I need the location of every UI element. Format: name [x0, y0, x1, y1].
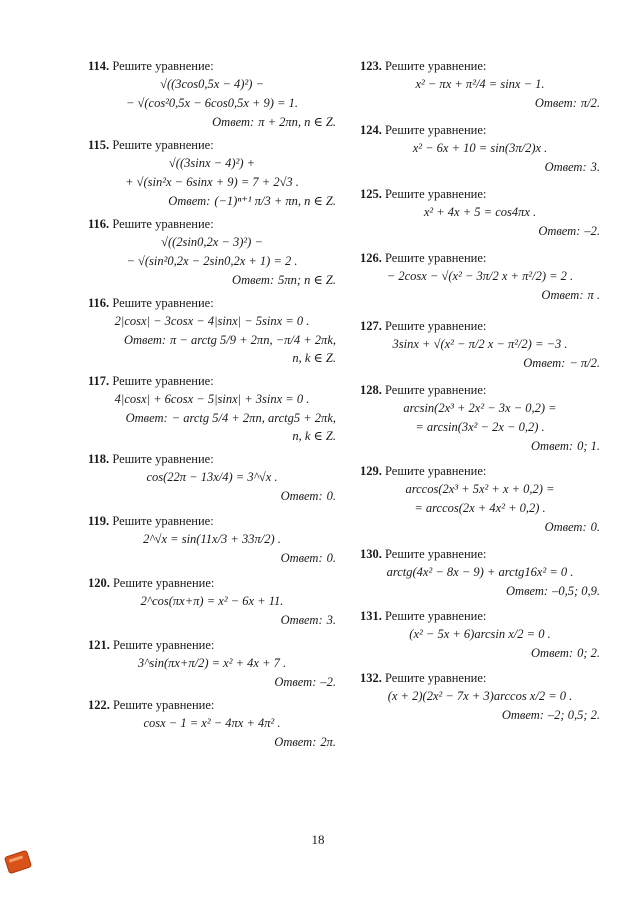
equation-line: 3sinx + √(x² − π/2 x − π²/2) = −3 . — [392, 337, 568, 351]
problem-prompt: Решите уравнение: — [109, 638, 215, 652]
problem-heading — [360, 122, 600, 139]
problem-number: 114. — [88, 59, 110, 73]
answer-label: Ответ: — [232, 273, 275, 287]
answer-label: Ответ: — [501, 708, 544, 722]
equation-line: x² + 4x + 5 = cos4πx . — [423, 205, 537, 219]
problem-heading — [88, 451, 336, 468]
answer-line — [360, 354, 600, 372]
problem-item — [360, 670, 600, 724]
answer-label: Ответ: — [531, 439, 574, 453]
problem-number: 132. — [360, 671, 382, 685]
equation-line: 2^√x = sin(11x/3 + 33π/2) . — [143, 532, 281, 546]
left-column — [88, 58, 336, 757]
problem-prompt: Решите уравнение: — [109, 452, 214, 466]
equation-line: cosx − 1 = x² − 4πx + 4π² . — [143, 716, 281, 730]
problem-item — [360, 463, 600, 536]
problem-prompt: Решите уравнение: — [109, 138, 214, 152]
problem-prompt: Решите уравнение: — [381, 59, 487, 73]
problem-prompt: Решите уравнение: — [381, 671, 487, 685]
answer-continuation: n, k ∈ Z. — [292, 429, 336, 443]
problem-number: 121. — [88, 638, 110, 652]
answer-line — [88, 549, 336, 567]
problem-item — [88, 697, 336, 751]
answer-label: Ответ: — [168, 194, 211, 208]
answer-label: Ответ: — [274, 675, 317, 689]
answer-line — [88, 331, 336, 349]
answer-value: 0; 2. — [577, 646, 600, 660]
answer-line — [88, 733, 336, 751]
problem-prompt: Решите уравнение: — [381, 464, 487, 478]
problem-item — [360, 382, 600, 455]
answer-line — [360, 158, 600, 176]
problem-heading — [88, 697, 336, 714]
problem-number: 124. — [360, 123, 382, 137]
problem-prompt: Решите уравнение: — [109, 217, 214, 231]
answer-label: Ответ: — [538, 224, 581, 238]
answer-value: − arctg 5/4 + 2πn, arctg5 + 2πk, — [171, 411, 336, 425]
publisher-logo-icon — [4, 850, 32, 875]
answer-value: 3. — [590, 160, 600, 174]
equation-line: √((3cos0,5x − 4)²) − — [160, 77, 264, 91]
answer-value: 3. — [326, 613, 336, 627]
equation-line: − 2cosx − √(x² − 3π/2 x + π²/2) = 2 . — [386, 269, 574, 283]
problem-item — [88, 58, 336, 131]
answer-line — [360, 644, 600, 662]
problem-number: 129. — [360, 464, 382, 478]
equation-line: 4|cosx| + 6cosx − 5|sinx| + 3sinx = 0 . — [114, 392, 310, 406]
problem-number: 116. — [88, 217, 110, 231]
answer-line — [88, 487, 336, 505]
answer-label: Ответ: — [544, 160, 587, 174]
answer-label: Ответ: — [280, 613, 323, 627]
answer-continuation: n, k ∈ Z. — [292, 351, 336, 365]
answer-line — [360, 222, 600, 240]
equation-line: x² − πx + π²/4 = sinx − 1. — [415, 77, 545, 91]
problem-number: 122. — [88, 698, 110, 712]
problem-heading — [360, 463, 600, 480]
problem-heading — [360, 250, 600, 267]
problem-number: 115. — [88, 138, 110, 152]
answer-value: 0. — [326, 551, 336, 565]
answer-label: Ответ: — [280, 551, 323, 565]
answer-value: –0,5; 0,9. — [552, 584, 600, 598]
answer-value: 2π. — [320, 735, 336, 749]
problem-item — [88, 216, 336, 289]
problem-prompt: Решите уравнение: — [109, 514, 214, 528]
problem-heading — [88, 513, 336, 530]
equation-line: 2|cosx| − 3cosx − 4|sinx| − 5sinx = 0 . — [114, 314, 310, 328]
problem-heading — [88, 373, 336, 390]
answer-label: Ответ: — [125, 411, 168, 425]
problem-heading — [88, 295, 336, 312]
equation-line: 2^cos(πx+π) = x² − 6x + 11. — [140, 594, 284, 608]
problem-item — [88, 575, 336, 629]
problem-number: 118. — [88, 452, 110, 466]
answer-value: –2; 0,5; 2. — [547, 708, 600, 722]
answer-label: Ответ: — [541, 288, 584, 302]
problem-heading — [88, 216, 336, 233]
problem-number: 126. — [360, 251, 382, 265]
problem-heading — [360, 546, 600, 563]
page-number: 18 — [311, 832, 325, 847]
problem-item — [88, 295, 336, 367]
equation-line: arcsin(2x³ + 2x² − 3x − 0,2) = — [403, 401, 557, 415]
problem-prompt: Решите уравнение: — [109, 59, 214, 73]
equation-line: (x² − 5x + 6)arcsin x/2 = 0 . — [409, 627, 551, 641]
answer-line — [88, 611, 336, 629]
equation-line: − √(sin²0,2x − 2sin0,2x + 1) = 2 . — [126, 254, 298, 268]
problem-prompt: Решите уравнение: — [109, 576, 215, 590]
answer-value: π − arctg 5/9 + 2πn, −π/4 + 2πk, — [170, 333, 336, 347]
answer-line — [88, 409, 336, 427]
answer-value: 0. — [590, 520, 600, 534]
problem-item — [88, 513, 336, 567]
problem-prompt: Решите уравнение: — [381, 123, 487, 137]
answer-label: Ответ: — [274, 735, 317, 749]
answer-value: 0. — [326, 489, 336, 503]
answer-value: π/2. — [580, 96, 600, 110]
answer-line — [88, 192, 336, 210]
equation-line: √((2sin0,2x − 3)²) − — [161, 235, 263, 249]
answer-label: Ответ: — [531, 646, 574, 660]
equation-line: 3^sin(πx+π/2) = x² + 4x + 7 . — [137, 656, 287, 670]
problem-prompt: Решите уравнение: — [381, 187, 487, 201]
answer-label: Ответ: — [280, 489, 323, 503]
problem-prompt: Решите уравнение: — [381, 547, 487, 561]
answer-value: –2. — [584, 224, 600, 238]
answer-line — [88, 673, 336, 691]
problem-prompt: Решите уравнение: — [381, 383, 487, 397]
problem-number: 128. — [360, 383, 382, 397]
problem-prompt: Решите уравнение: — [381, 609, 487, 623]
equation-line: x² − 6x + 10 = sin(3π/2)x . — [412, 141, 548, 155]
answer-value: 0; 1. — [577, 439, 600, 453]
answer-value: 5πn; n ∈ Z. — [278, 273, 336, 287]
answer-line — [88, 271, 336, 289]
problem-number: 125. — [360, 187, 382, 201]
answer-value: π . — [587, 288, 600, 302]
equation-line: − √(cos²0,5x − 6cos0,5x + 9) = 1. — [125, 96, 299, 110]
problem-number: 130. — [360, 547, 382, 561]
answer-line — [360, 286, 600, 304]
problem-heading — [360, 382, 600, 399]
answer-line — [360, 706, 600, 724]
problem-prompt: Решите уравнение: — [381, 251, 487, 265]
equation-line: = arccos(2x + 4x² + 0,2) . — [414, 501, 546, 515]
problem-number: 127. — [360, 319, 382, 333]
equation-line: = arcsin(3x² − 2x − 0,2) . — [415, 420, 545, 434]
problem-number: 116. — [88, 296, 110, 310]
answer-value: (−1)ⁿ⁺¹ π/3 + πn, n ∈ Z. — [214, 194, 336, 208]
problem-heading — [360, 318, 600, 335]
answer-label: Ответ: — [212, 115, 255, 129]
problem-number: 120. — [88, 576, 110, 590]
problem-item — [360, 122, 600, 176]
answer-line — [88, 113, 336, 131]
answer-value: –2. — [320, 675, 336, 689]
problem-heading — [360, 608, 600, 625]
equation-line: √((3sinx − 4)²) + — [168, 156, 256, 170]
problem-heading — [88, 637, 336, 654]
problem-item — [88, 451, 336, 505]
problem-item — [360, 318, 600, 372]
problem-heading — [360, 58, 600, 75]
problem-item — [360, 546, 600, 600]
problem-item — [360, 186, 600, 240]
problem-prompt: Решите уравнение: — [381, 319, 487, 333]
problem-number: 131. — [360, 609, 382, 623]
answer-line — [360, 582, 600, 600]
problem-item — [88, 637, 336, 691]
problem-heading — [88, 58, 336, 75]
problem-number: 117. — [88, 374, 110, 388]
answer-line — [360, 94, 600, 112]
problem-item — [88, 137, 336, 210]
problem-number: 119. — [88, 514, 110, 528]
equation-line: + √(sin²x − 6sinx + 9) = 7 + 2√3 . — [125, 175, 299, 189]
problem-number: 123. — [360, 59, 382, 73]
problem-heading — [88, 137, 336, 154]
equation-line: arccos(2x³ + 5x² + x + 0,2) = — [405, 482, 555, 496]
problem-heading — [360, 670, 600, 687]
answer-label: Ответ: — [544, 520, 587, 534]
problem-prompt: Решите уравнение: — [109, 374, 214, 388]
problem-heading — [360, 186, 600, 203]
answer-label: Ответ: — [506, 584, 549, 598]
equation-line: cos(22π − 13x/4) = 3^√x . — [146, 470, 278, 484]
equation-line: arctg(4x² − 8x − 9) + arctg16x² = 0 . — [386, 565, 574, 579]
problem-item — [360, 58, 600, 112]
answer-label: Ответ: — [123, 333, 167, 347]
answer-label: Ответ: — [523, 356, 566, 370]
right-column — [360, 58, 600, 732]
problem-heading — [88, 575, 336, 592]
answer-value: π + 2πn, n ∈ Z. — [258, 115, 336, 129]
problem-item — [360, 608, 600, 662]
problem-prompt: Решите уравнение: — [109, 296, 214, 310]
answer-label: Ответ: — [534, 96, 577, 110]
answer-value: − π/2. — [569, 356, 600, 370]
problem-prompt: Решите уравнение: — [109, 698, 215, 712]
equation-line: (x + 2)(2x² − 7x + 3)arccos x/2 = 0 . — [387, 689, 573, 703]
answer-line — [360, 437, 600, 455]
problem-item — [88, 373, 336, 445]
answer-line — [360, 518, 600, 536]
problem-item — [360, 250, 600, 304]
